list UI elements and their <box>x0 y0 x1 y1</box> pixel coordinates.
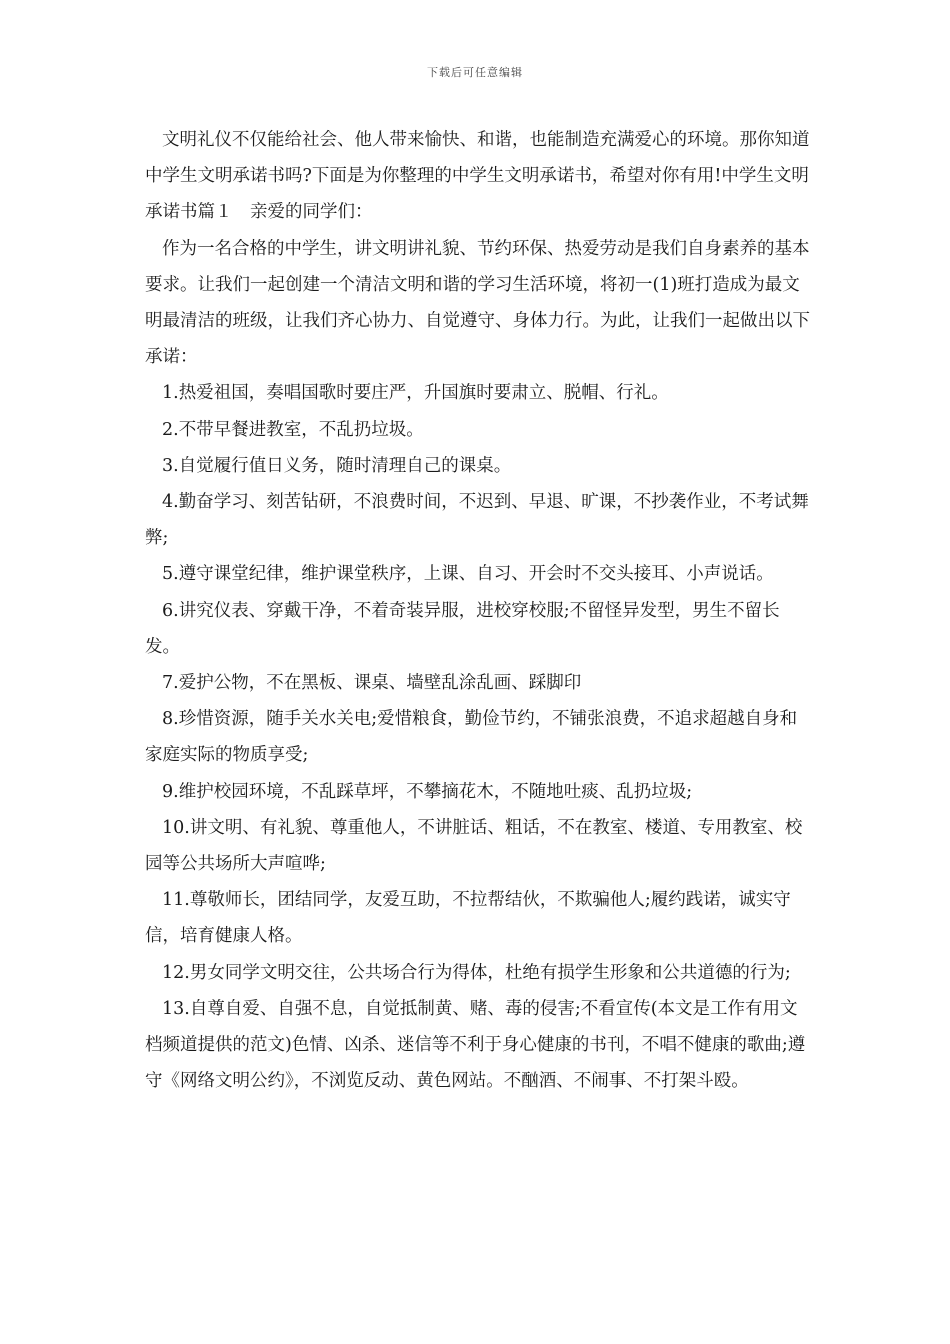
pledge-item-11: 11.尊敬师长，团结同学，友爱互助，不拉帮结伙，不欺骗他人;履约践诺，诚实守信，培育健康人格。 <box>145 890 791 947</box>
pledge-item-6: 6.讲究仪表、穿戴干净，不着奇装异服，进校穿校服;不留怪异发型，男生不留长发。 <box>145 600 780 657</box>
pledge-item-9: 9.维护校园环境，不乱踩草坪，不攀摘花木，不随地吐痰、乱扔垃圾; <box>162 781 693 802</box>
pledge-item-7: 7.爱护公物，不在黑板、课桌、墙壁乱涂乱画、踩脚印 <box>162 673 582 694</box>
pledge-item-3: 3.自觉履行值日义务，随时清理自己的课桌。 <box>162 455 512 476</box>
pledge-item-5: 5.遵守课堂纪律，维护课堂秩序，上课、自习、开会时不交头接耳、小声说话。 <box>162 564 774 585</box>
body-paragraph: 作为一名合格的中学生，讲文明讲礼貌、节约环保、热爱劳动是我们自身素养的基本要求。让我们一起创建一个清洁文明和谐的学习生活环境，将初一(1)班打造成为最文明最清洁的班级，让我们齐心协力、自觉遵守、身体力行。为此，让我们一起做出以下承诺： <box>145 238 810 368</box>
pledge-item-12: 12.男女同学文明交往，公共场合行为得体，杜绝有损学生形象和公共道德的行为; <box>162 962 791 983</box>
pledge-item-13: 13.自尊自爱、自强不息，自觉抵制黄、赌、毒的侵害;不看宣传(本文是工作有用文档频道提供的范文)色情、凶杀、迷信等不利于身心健康的书刊，不唱不健康的歌曲;遵守《网络文明公约》，不浏览反动、黄色网站。不酗酒、不闹事、不打架斗殴。 <box>145 998 806 1092</box>
intro-paragraph: 文明礼仪不仅能给社会、他人带来愉快、和谐，也能制造充满爱心的环境。那你知道中学生文明承诺书吗?下面是为你整理的中学生文明承诺书，希望对你有用!中学生文明承诺书篇１ 亲爱的同学们： <box>145 130 810 223</box>
pledge-item-4: 4.勤奋学习、刻苦钻研，不浪费时间，不迟到、早退、旷课，不抄袭作业，不考试舞弊; <box>145 492 809 549</box>
page-header: 下载后可任意编辑 <box>427 66 523 79</box>
pledge-item-2: 2.不带早餐进教室，不乱扔垃圾。 <box>162 419 424 440</box>
document-body <box>145 122 810 1099</box>
pledge-item-1: 1.热爱祖国，奏唱国歌时要庄严，升国旗时要肃立、脱帽、行礼。 <box>162 383 669 404</box>
pledge-item-10: 10.讲文明、有礼貌、尊重他人，不讲脏话、粗话，不在教室、楼道、专用教室、校园等公共场所大声喧哗; <box>145 817 803 875</box>
pledge-item-8: 8.珍惜资源，随手关水关电;爱惜粮食，勤俭节约，不铺张浪费，不追求超越自身和家庭实际的物质享受; <box>145 709 798 766</box>
